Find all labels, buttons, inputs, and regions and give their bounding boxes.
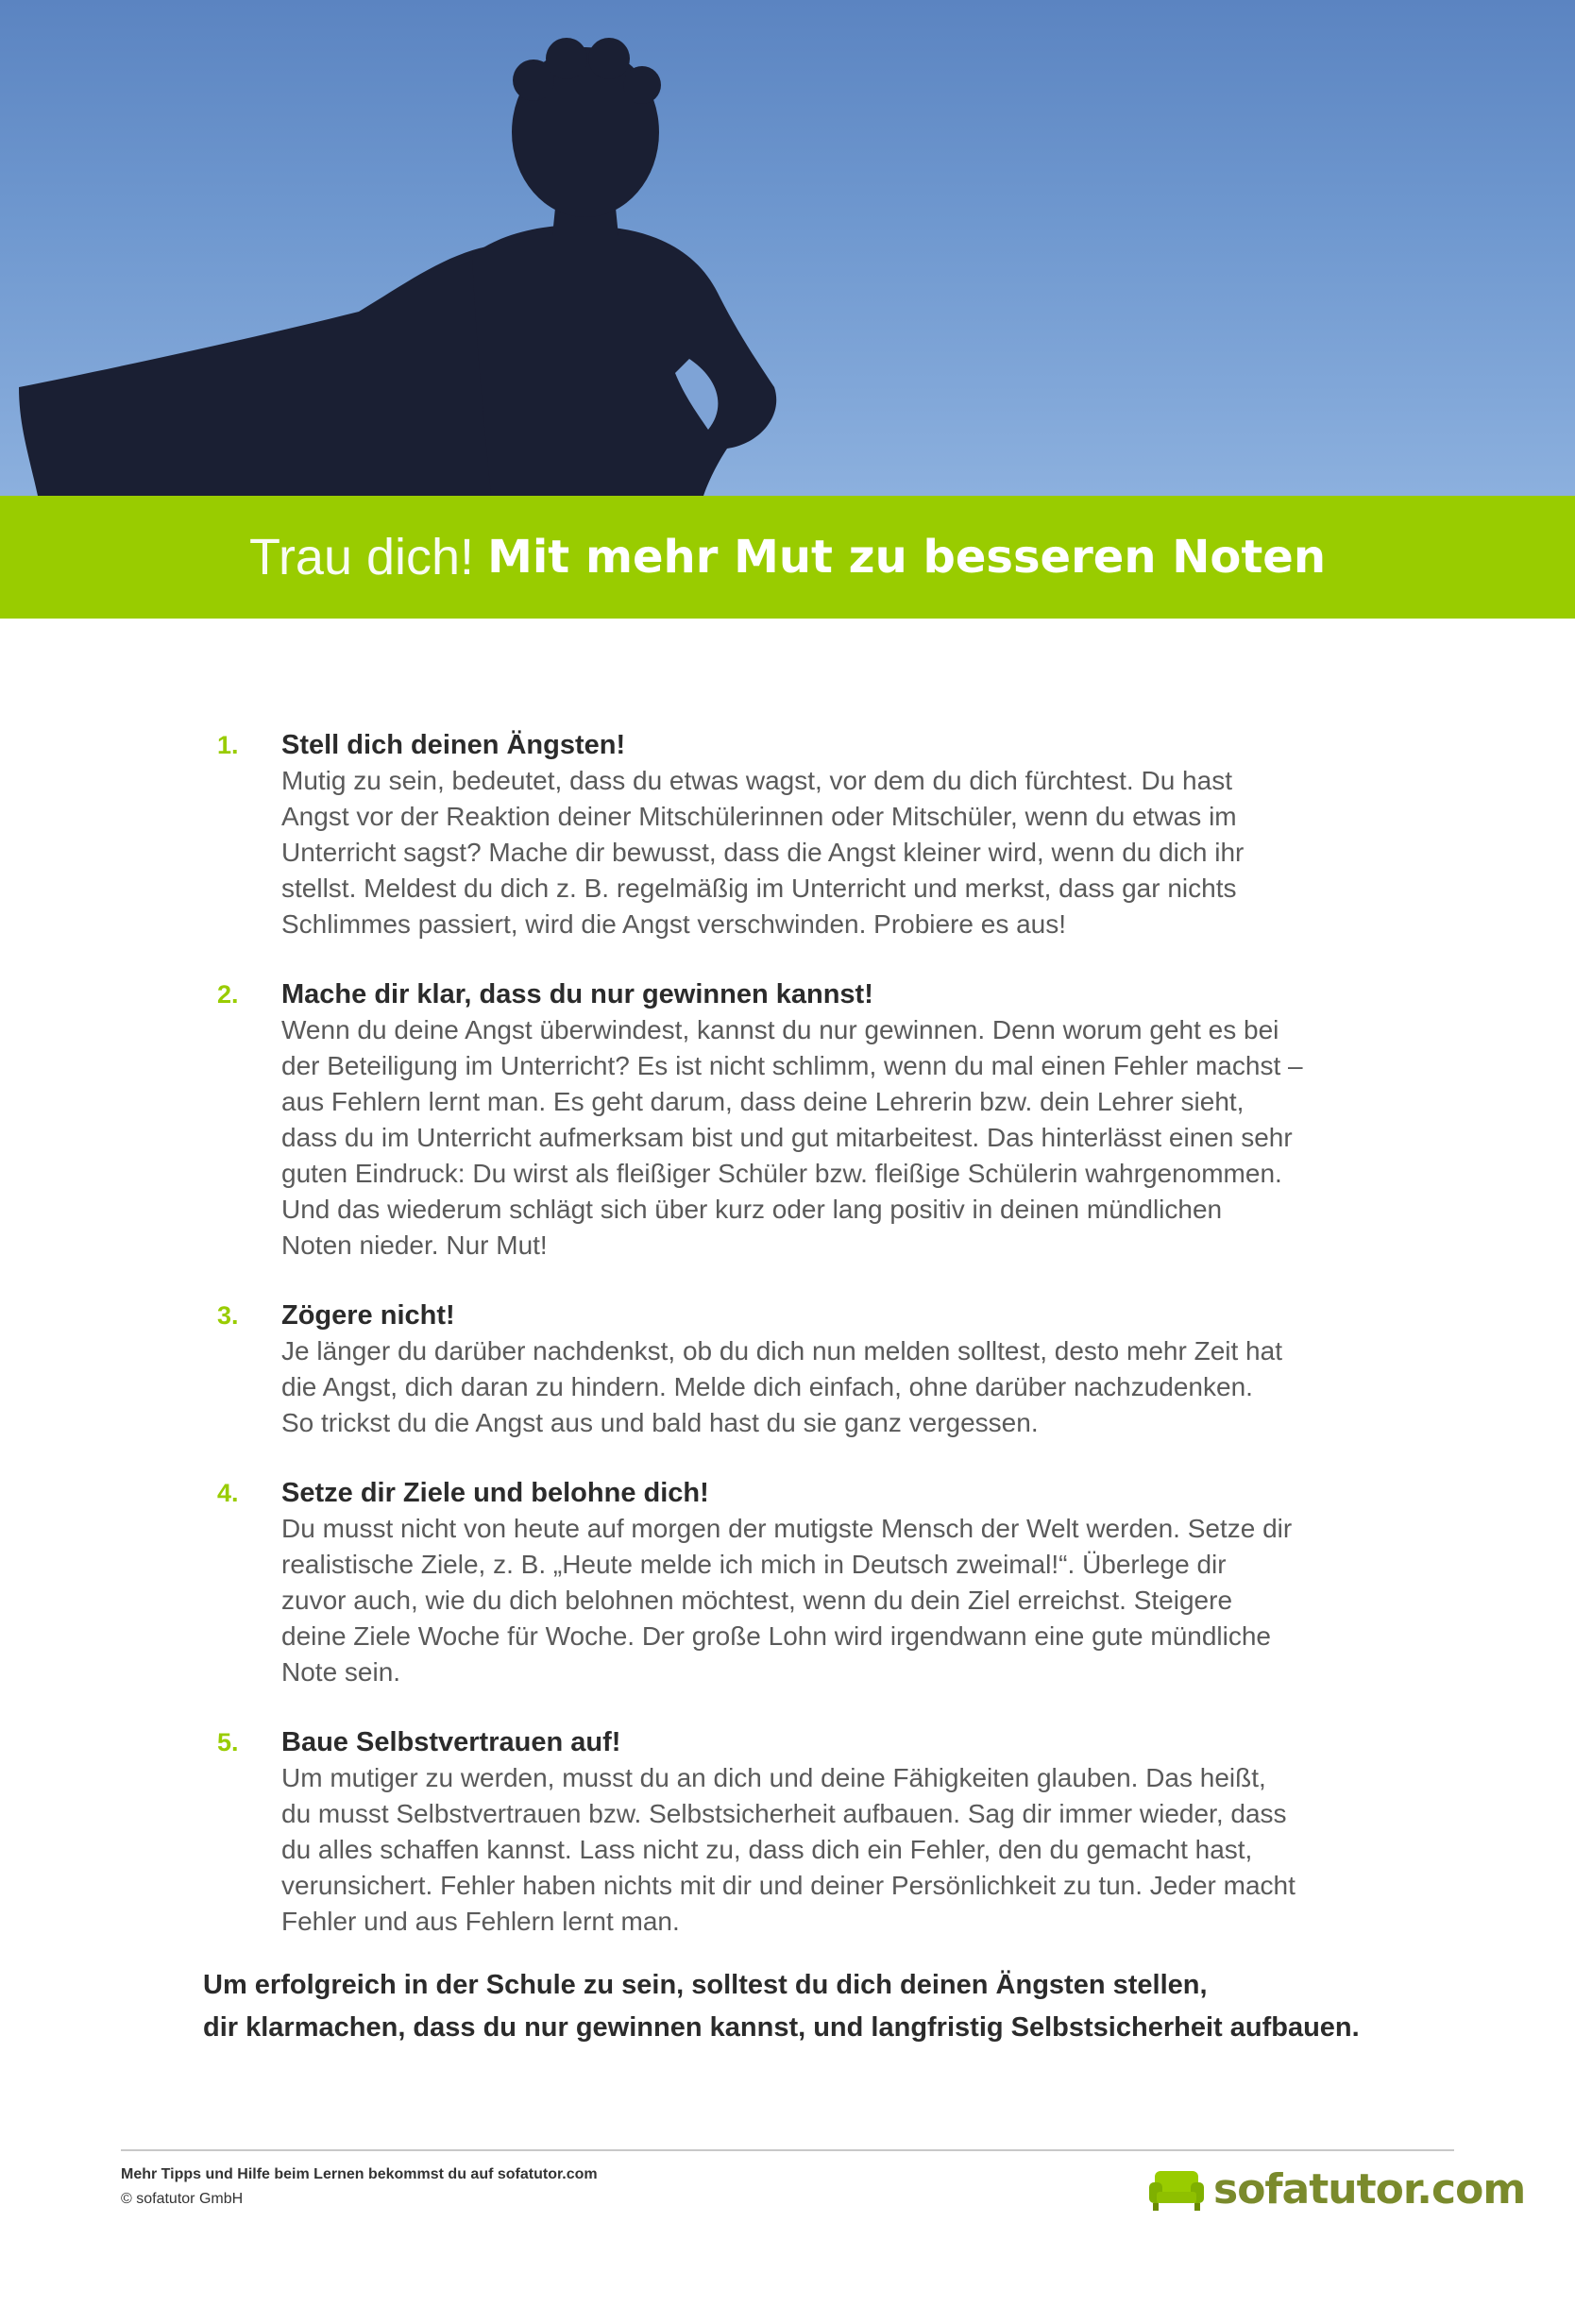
tip-body [281,763,1367,942]
tip-line: Und das wiederum schlägt sich über kurz oder lang positiv in deinen mündlichen [281,1195,1223,1224]
tip-line: verunsichert. Fehler haben nichts mit dir und deiner Persönlichkeit zu tun. Jeder macht [281,1871,1296,1900]
tip-line: stellst. Meldest du dich z. B. regelmäßig im Unterricht und merkst, dass gar nichts [281,874,1237,903]
title-bold: Mit mehr Mut zu besseren Noten [487,531,1327,584]
tip-item [217,727,1367,942]
tip-line: deine Ziele Woche für Woche. Der große Lohn wird irgendwann eine gute mündliche [281,1621,1272,1651]
tip-line: Unterricht sagst? Mache dir bewusst, dass die Angst kleiner wird, wenn du dich ihr [281,838,1245,867]
tip-body [281,1760,1367,1940]
tip-line: guten Eindruck: Du wirst als fleißiger Schüler bzw. fleißige Schülerin wahrgenommen. [281,1159,1282,1188]
tip-line: Schlimmes passiert, wird die Angst verschwinden. Probiere es aus! [281,909,1067,939]
tip-line: Mutig zu sein, bedeutet, dass du etwas wagst, vor dem du dich fürchtest. Du hast [281,766,1232,795]
sofatutor-logo[interactable] [1147,2161,1525,2217]
tip-body [281,1012,1367,1264]
tip-line: Note sein. [281,1657,401,1687]
tip-line: Wenn du deine Angst überwindest, kannst du nur gewinnen. Denn worum geht es bei [281,1015,1279,1044]
tip-line: dass du im Unterricht aufmerksam bist und gut mitarbeitest. Das hinterlässt einen sehr [281,1123,1293,1152]
tip-body [281,1511,1367,1690]
tip-number: 5. [217,1728,239,1756]
tip-line: Noten nieder. Nur Mut! [281,1230,548,1260]
tip-item [217,976,1367,1264]
tip-line: du musst Selbstvertrauen bzw. Selbstsicherheit aufbauen. Sag dir immer wieder, dass [281,1799,1287,1828]
tip-title: Mache dir klar, dass du nur gewinnen kannst! [281,979,873,1009]
footer-divider [121,2149,1454,2151]
sofa-icon [1147,2165,1206,2213]
tip-title: Baue Selbstvertrauen auf! [281,1727,621,1757]
tip-title: Zögere nicht! [281,1300,455,1331]
tip-number: 2. [217,980,239,1009]
tip-title: Setze dir Ziele und belohne dich! [281,1478,709,1508]
tip-body [281,1333,1367,1441]
tip-line: So trickst du die Angst aus und bald hast du sie ganz vergessen. [281,1408,1039,1437]
tip-line: zuvor auch, wie du dich belohnen möchtest, wenn du dein Ziel erreichst. Steigere [281,1586,1233,1615]
summary-line: Um erfolgreich in der Schule zu sein, solltest du dich deinen Ängsten stellen, [203,1970,1208,2000]
tip-number: 3. [217,1301,239,1330]
title-light: Trau dich! [248,529,475,585]
summary-line: dir klarmachen, dass du nur gewinnen kannst, und langfristig Selbstsicherheit aufbauen. [203,2012,1360,2043]
tip-line: Um mutiger zu werden, musst du an dich und deine Fähigkeiten glauben. Das heißt, [281,1763,1266,1792]
hero-image [0,0,1575,496]
tip-item [217,1475,1367,1690]
superhero-silhouette [0,0,1575,496]
tip-line: Angst vor der Reaktion deiner Mitschülerinnen oder Mitschüler, wenn du etwas im [281,802,1237,831]
tip-line: Je länger du darüber nachdenkst, ob du dich nun melden solltest, desto mehr Zeit hat [281,1336,1282,1366]
tip-number: 4. [217,1479,239,1507]
footer-copyright: © sofatutor GmbH [121,2191,244,2207]
footer-info [121,2163,598,2212]
tips-list [0,727,1575,1974]
summary-text [203,1964,1431,2049]
tip-line: die Angst, dich daran zu hindern. Melde dich einfach, ohne darüber nachzudenken. [281,1372,1253,1401]
tip-line: Du musst nicht von heute auf morgen der mutigste Mensch der Welt werden. Setze dir [281,1514,1293,1543]
tip-item [217,1298,1367,1441]
tip-number: 1. [217,731,239,759]
tip-line: der Beteiligung im Unterricht? Es ist nicht schlimm, wenn du mal einen Fehler machst – [281,1051,1303,1080]
title-banner [0,496,1575,619]
logo-text: sofatutor.com [1213,2164,1526,2214]
tip-title: Stell dich deinen Ängsten! [281,730,626,760]
tip-line: Fehler und aus Fehlern lernt man. [281,1907,680,1936]
tip-item [217,1724,1367,1940]
footer-tagline: Mehr Tipps und Hilfe beim Lernen bekommst du auf sofatutor.com [121,2166,598,2182]
tip-line: aus Fehlern lernt man. Es geht darum, dass deine Lehrerin bzw. dein Lehrer sieht, [281,1087,1245,1116]
tip-line: du alles schaffen kannst. Lass nicht zu, dass dich ein Fehler, den du gemacht hast, [281,1835,1253,1864]
tip-line: realistische Ziele, z. B. „Heute melde ich mich in Deutsch zweimal!“. Überlege dir [281,1550,1227,1579]
